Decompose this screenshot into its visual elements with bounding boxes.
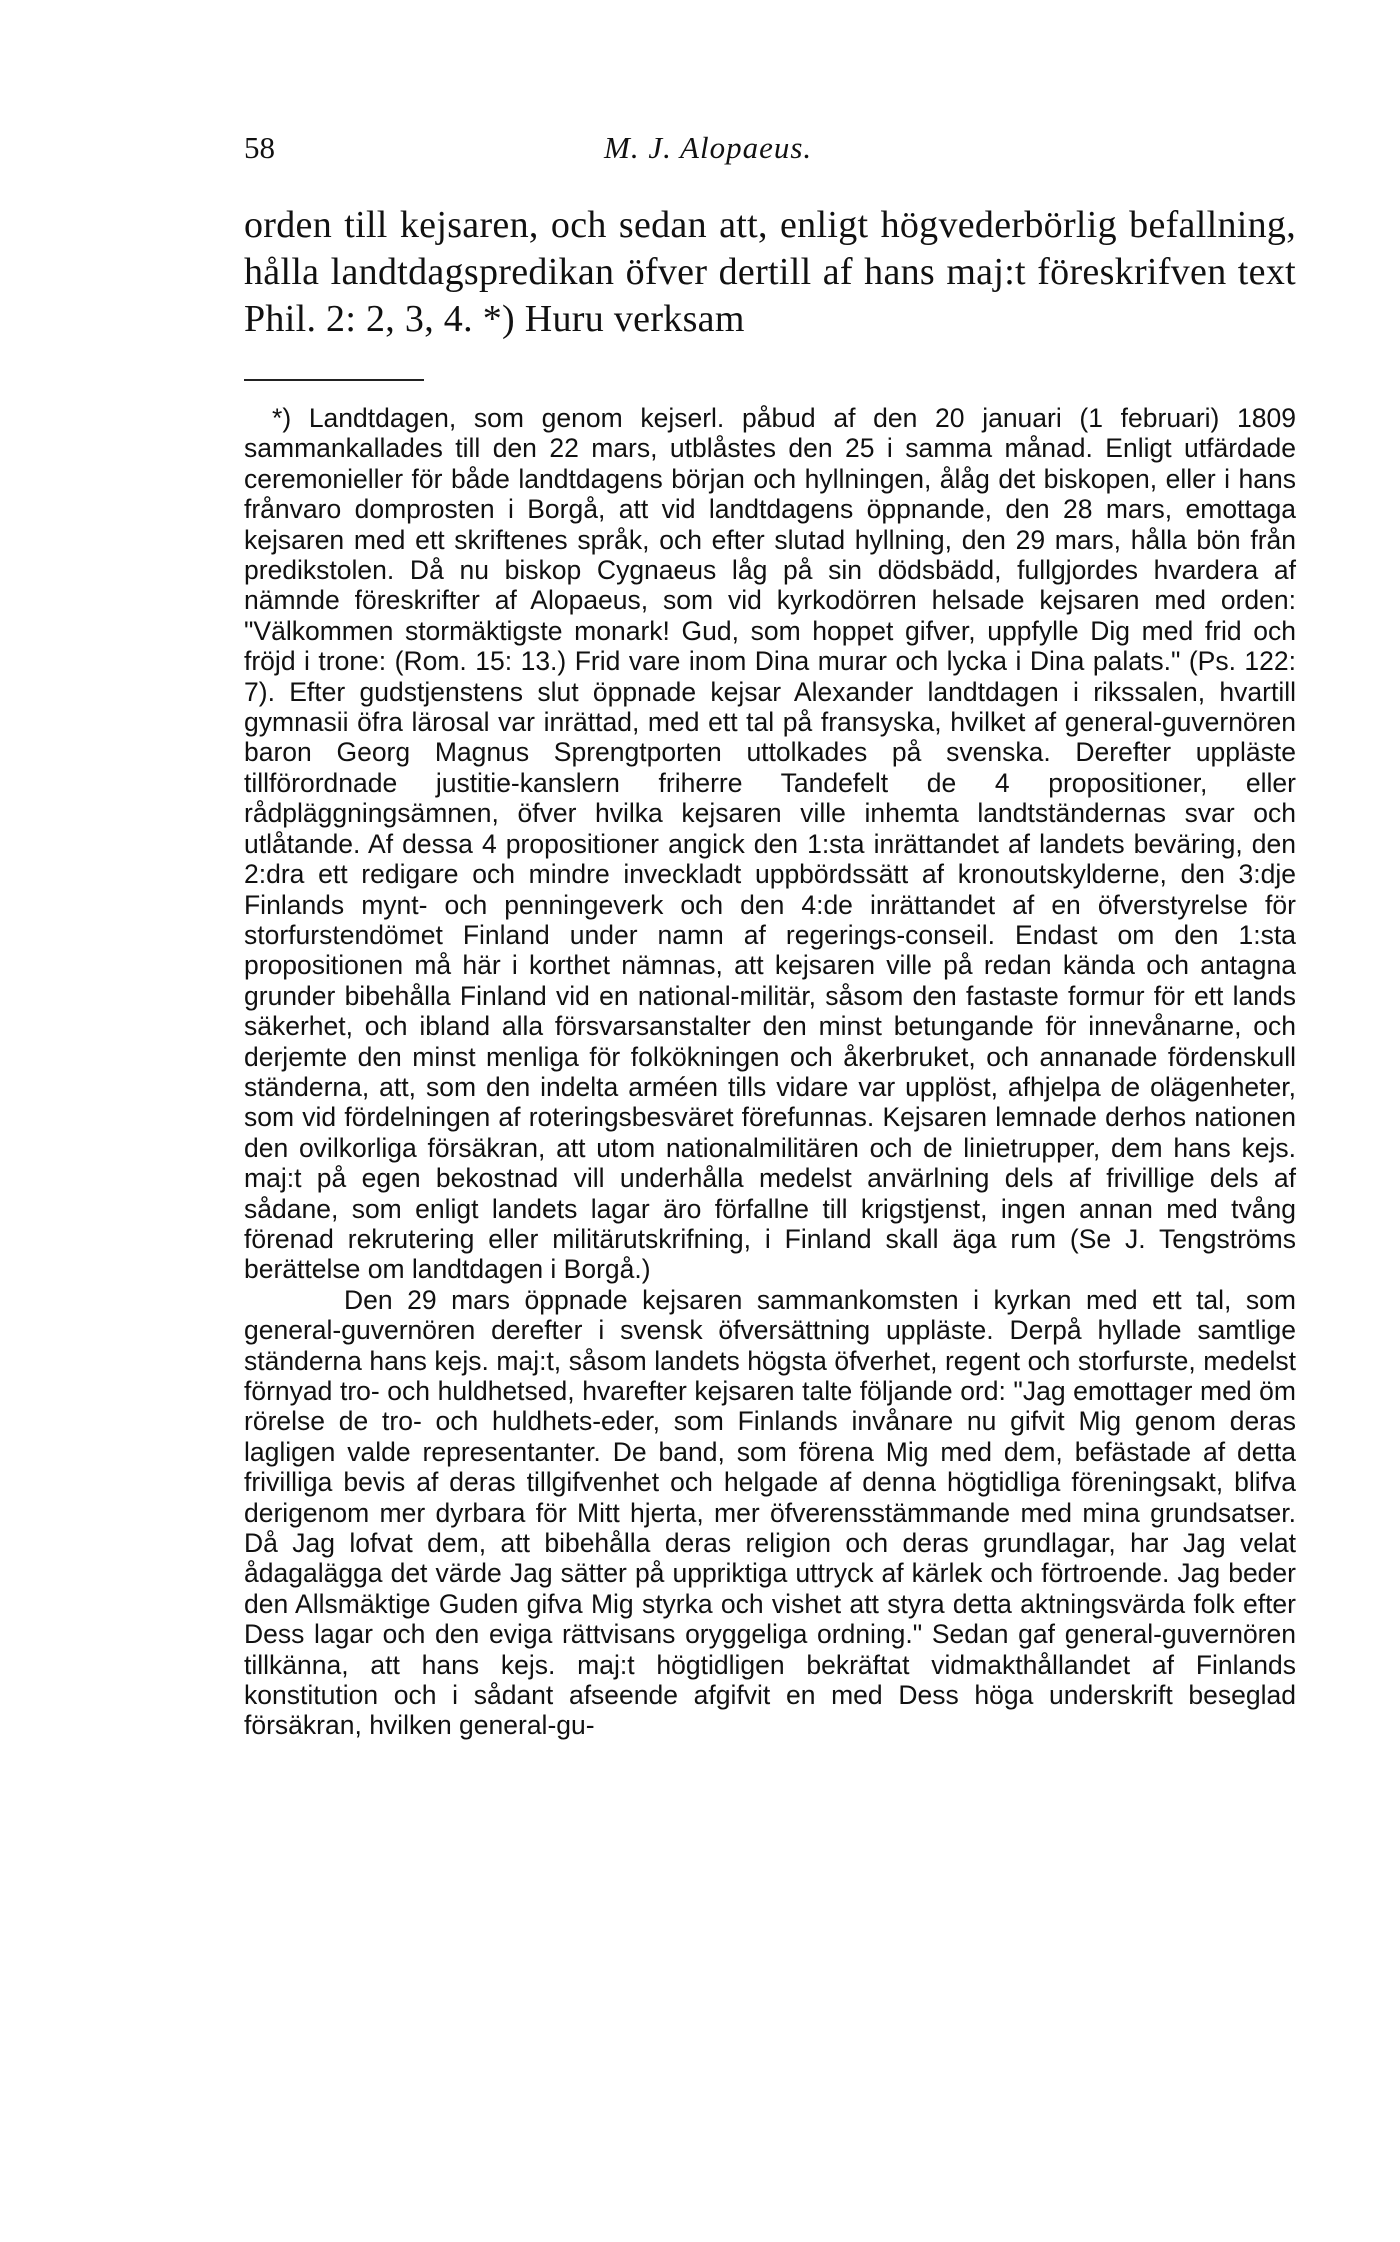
page-number: 58 xyxy=(244,130,275,165)
footnote-paragraph: *) Landtdagen, som genom kejserl. påbud af den 20 januari (1 februari) 1809 sammankallades till den 22 mars, utblåstes den 25 i samma månad. Enligt utfärdade ceremonieller för både landtdagens början och hyllningen, ålåg det biskopen, eller i hans frånvaro domprosten i Borgå, att vid landtdagens öppnande, den 28 mars, emottaga kejsaren med ett skriftenes språk, och efter slutad hyllning, den 29 mars, hålla bön från predikstolen. Då nu biskop Cygnaeus låg på sin dödsbädd, fullgjordes hvardera af nämnde föreskrifter af Alopaeus, som vid kyrkodörren helsade kejsaren med orden: "Välkommen stormäktigste monark! Gud, som hoppet gifver, uppfylle Dig med frid och fröjd i trone: (Rom. 15: 13.) Frid vare inom Dina murar och lycka i Dina palats." (Ps. 122: 7). Efter gudstjenstens slut öppnade kejsar Alexander landtdagen i rikssalen, hvartill gymnasii öfra lärosal var inrättad, med ett tal på fransyska, hvilket af general-guvernören baron Georg Magnus Sprengtporten uttolkades på svenska. Derefter uppläste tillförordnade justitie-kanslern friherre Tandefelt de 4 propositioner, eller rådpläggningsämnen, öfver hvilka kejsaren ville inhemta landtständernas svar och utlåtande. Af dessa 4 propositioner angick den 1:sta inrättandet af landets beväring, den 2:dra ett redigare och mindre inveckladt uppbördssätt af kronoutskylderne, den 3:dje Finlands mynt- och penningeverk och den 4:de inrättandet af en öfverstyrelse för storfurstendömet Finland under namn af regerings-conseil. Endast om den 1:sta propositionen må här i korthet nämnas, att kejsaren ville på redan kända och antagna grunder bibehålla Finland vid en national-militär, såsom den fastaste formur för ett lands säkerhet, och ibland alla försvarsanstalter den minst betungande för innevånarne, och derjemte den minst menliga för folkökningen och åkerbruket, och annanade fördenskull ständerna, att, som den indelta arméen tills vidare var upplöst, afhjelpa de olägenheter, som vid fördelningen af roteringsbesväret förefunnas. Kejsaren lemnade derhos nationen den ovilkorliga försäkran, att utom nationalmilitären och de linietrupper, dem hans kejs. maj:t på egen bekostnad vill underhålla medelst anvärlning dels af frivillige dels af sådane, som enligt landets lagar äro förfallne till krigstjenst, ingen annan med tvång förenad rekrutering eller militärutskrifning, i Finland skall äga rum (Se J. Tengströms berättelse om landtdagen i Borgå.) xyxy=(244,403,1296,1285)
main-text-block xyxy=(244,202,1296,343)
footnote-separator-rule xyxy=(244,379,424,381)
running-title: M. J. Alopaeus. xyxy=(604,130,813,165)
footnote-block xyxy=(244,403,1296,1285)
page-header xyxy=(244,130,1296,174)
main-paragraph: orden till kejsaren, och sedan att, enligt högvederbörlig befallning, hålla landtdagspredikan öfver dertill af hans maj:t föreskrifven text Phil. 2: 2, 3, 4. *) Huru verksam xyxy=(244,204,1296,340)
book-page xyxy=(244,130,1296,1741)
continuation-paragraph: Den 29 mars öppnade kejsaren sammankomsten i kyrkan med ett tal, som general-guvernören derefter i svensk öfversättning uppläste. Derpå hyllade samtlige ständerna hans kejs. maj:t, såsom landets högsta öfverhet, regent och storfurste, medelst förnyad tro- och huldhetsed, hvarefter kejsaren talte följande ord: "Jag emottager med öm rörelse de tro- och huldhets-eder, som Finlands invånare nu gifvit Mig genom deras lagligen valde representanter. De band, som förena Mig med dem, befästade af detta frivilliga bevis af deras tillgifvenhet och helgade af denna högtidliga föreningsakt, blifva derigenom mer dyrbara för Mitt hjerta, mer öfverensstämmande med mina grundsatser. Då Jag lofvat dem, att bibehålla deras religion och deras grundlagar, har Jag velat ådagalägga det värde Jag sätter på uppriktiga uttryck af kärlek och förtroende. Jag beder den Allsmäktige Guden gifva Mig styrka och vishet att styra detta aktningsvärda folk efter Dess lagar och den eviga rättvisans oryggeliga ordning." Sedan gaf general-guvernören tillkänna, att hans kejs. maj:t högtidligen bekräftat vidmakthållandet af Finlands konstitution och i sådant afseende afgifvit en med Dess höga underskrift beseglad försäkran, hvilken general-gu- xyxy=(244,1284,1296,1741)
continuation-block xyxy=(244,1285,1296,1741)
